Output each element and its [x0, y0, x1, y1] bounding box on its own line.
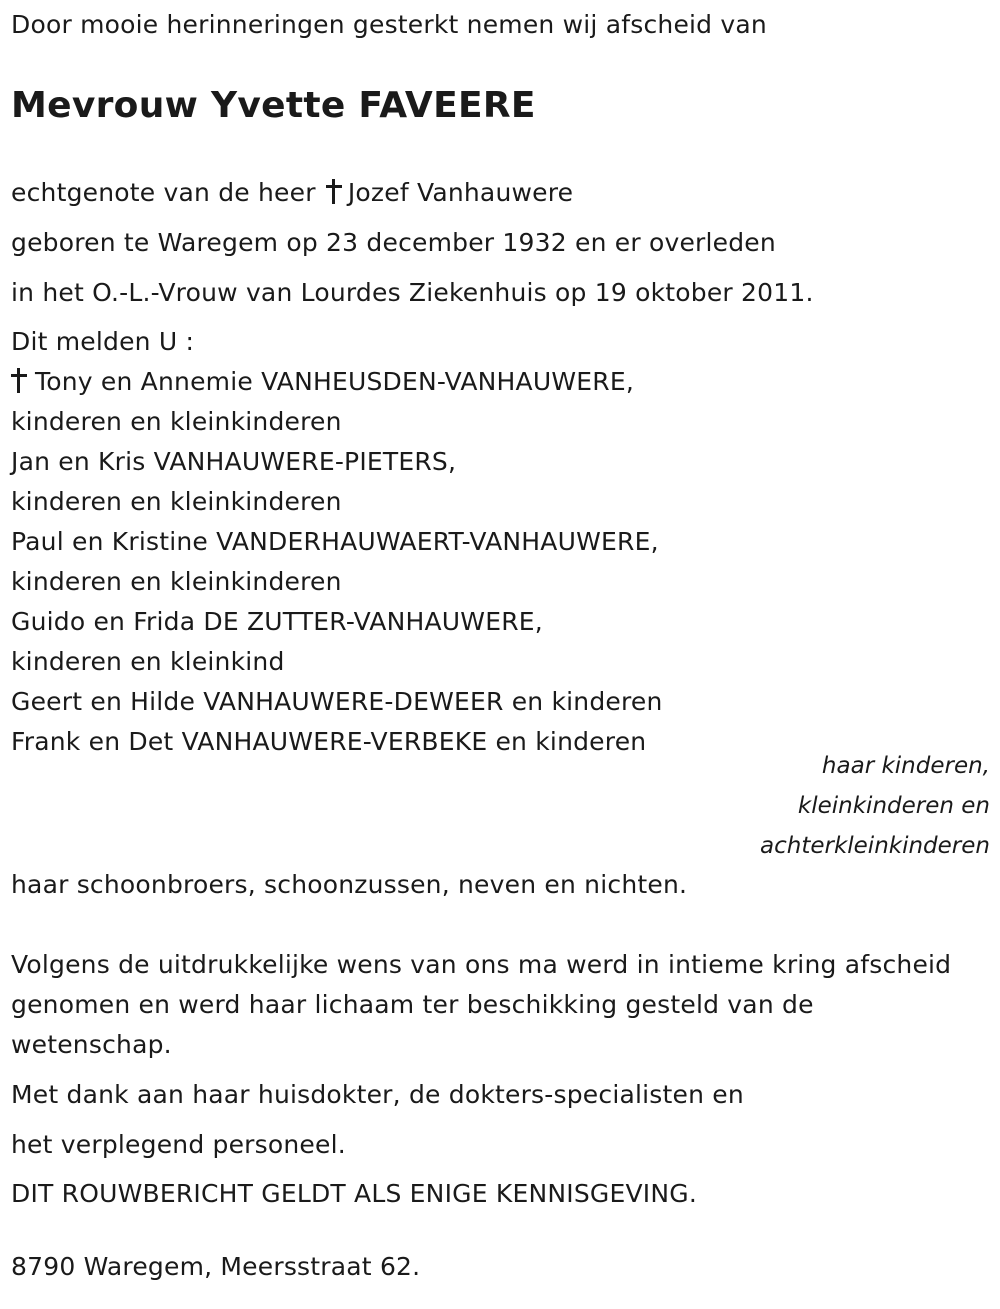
wish-line: genomen en werd haar lichaam ter beschikking gesteld van de [11, 990, 814, 1019]
address-line: 8790 Waregem, Meersstraat 62. [11, 1252, 421, 1281]
relation-line: haar kinderen, [821, 753, 990, 779]
announce-line: Dit melden U : [11, 327, 195, 356]
notice-line: DIT ROUWBERICHT GELDT ALS ENIGE KENNISGEVING. [11, 1179, 697, 1208]
thanks-line: het verplegend personeel. [11, 1130, 346, 1159]
family-first-name: Tony en Annemie VANHEUSDEN-VANHAUWERE, [35, 367, 634, 396]
deceased-name: Mevrouw Yvette FAVEERE [11, 85, 536, 126]
birth-line: geboren te Waregem op 23 december 1932 en er overleden [11, 228, 776, 257]
inlaws-line: haar schoonbroers, schoonzussen, neven en nichten. [11, 870, 688, 899]
family-line-first [11, 367, 634, 397]
relation-line: kleinkinderen en [797, 793, 990, 819]
family-line: Guido en Frida DE ZUTTER-VANHAUWERE, [11, 607, 543, 636]
family-line: Jan en Kris VANHAUWERE-PIETERS, [11, 447, 457, 476]
thanks-line: Met dank aan haar huisdokter, de dokters-specialisten en [11, 1080, 744, 1109]
family-line: Frank en Det VANHAUWERE-VERBEKE en kinderen [11, 727, 647, 756]
family-line: Paul en Kristine VANDERHAUWAERT-VANHAUWERE, [11, 527, 659, 556]
cross-icon [326, 178, 342, 204]
family-line: kinderen en kleinkinderen [11, 567, 342, 596]
intro-text: Door mooie herinneringen gesterkt nemen wij afscheid van [11, 10, 767, 39]
family-line: kinderen en kleinkind [11, 647, 285, 676]
relation-line: achterkleinkinderen [760, 833, 990, 859]
family-line: Geert en Hilde VANHAUWERE-DEWEER en kinderen [11, 687, 663, 716]
wish-line: wetenschap. [11, 1030, 172, 1059]
wish-line: Volgens de uitdrukkelijke wens van ons ma werd in intieme kring afscheid [11, 950, 952, 979]
spouse-name: Jozef Vanhauwere [347, 178, 574, 207]
spouse-prefix: echtgenote van de heer [11, 178, 316, 207]
cross-icon [11, 367, 27, 393]
family-line: kinderen en kleinkinderen [11, 407, 342, 436]
death-line: in het O.-L.-Vrouw van Lourdes Ziekenhuis op 19 oktober 2011. [11, 278, 814, 307]
family-line: kinderen en kleinkinderen [11, 487, 342, 516]
spouse-line [11, 178, 573, 208]
